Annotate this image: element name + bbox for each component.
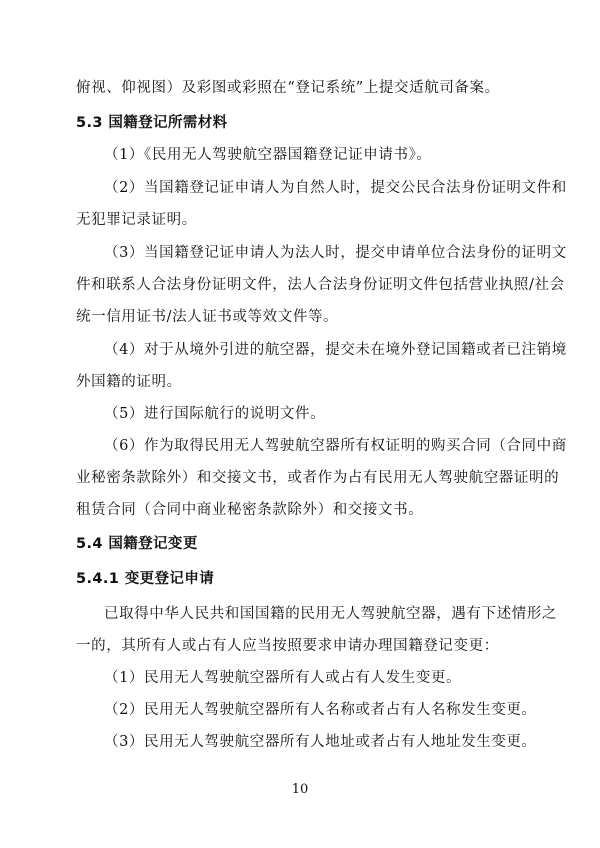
change-item-3: （3）民用无人驾驶航空器所有人地址或者占有人地址发生变更。 xyxy=(104,734,537,750)
change-item-2: （2）民用无人驾驶航空器所有人名称或者占有人名称发生变更。 xyxy=(104,702,537,718)
list-item-6-line2: 业秘密条款除外）和交接文书，或者作为占有民用无人驾驶航空器证明的 xyxy=(76,470,560,486)
subsection-heading-5-4-1: 5.4.1 变更登记申请 xyxy=(76,571,215,587)
paragraph-line: 俯视、仰视图）及彩图或彩照在“登记系统”上提交适航司备案。 xyxy=(76,80,500,96)
list-item-2-line1: （2）当国籍登记证申请人为自然人时，提交公民合法身份证明文件和 xyxy=(104,180,567,196)
section-heading-5-4: 5.4 国籍登记变更 xyxy=(76,536,198,552)
list-item-6-line3: 租赁合同（合同中商业秘密条款除外）和交接文书。 xyxy=(76,502,424,518)
list-item-5: （5）进行国际航行的说明文件。 xyxy=(104,406,326,422)
paragraph-line: 一的，其所有人或占有人应当按照要求申请办理国籍登记变更： xyxy=(76,638,499,654)
list-item-1: （1）《民用无人驾驶航空器国籍登记证申请书》。 xyxy=(104,147,432,163)
list-item-3-line2: 件和联系人合法身份证明文件，法人合法身份证明文件包括营业执照/社会 xyxy=(76,277,565,293)
list-item-3-line3: 统一信用证书/法人证书或等效文件等。 xyxy=(76,309,339,325)
section-heading-5-3: 5.3 国籍登记所需材料 xyxy=(76,115,228,131)
change-item-1: （1）民用无人驾驶航空器所有人或占有人发生变更。 xyxy=(104,670,462,686)
list-item-3-line1: （3）当国籍登记证申请人为法人时，提交申请单位合法身份的证明文 xyxy=(104,245,567,261)
list-item-4-line2: 外国籍的证明。 xyxy=(76,374,182,390)
paragraph-line: 已取得中华人民共和国国籍的民用无人驾驶航空器，遇有下述情形之 xyxy=(104,606,557,622)
list-item-6-line1: （6）作为取得民用无人驾驶航空器所有权证明的购买合同（合同中商 xyxy=(104,438,567,454)
list-item-4-line1: （4）对于从境外引进的航空器，提交未在境外登记国籍或者已注销境 xyxy=(104,342,567,358)
page-number: 10 xyxy=(291,782,309,797)
list-item-2-line2: 无犯罪记录证明。 xyxy=(76,212,197,228)
